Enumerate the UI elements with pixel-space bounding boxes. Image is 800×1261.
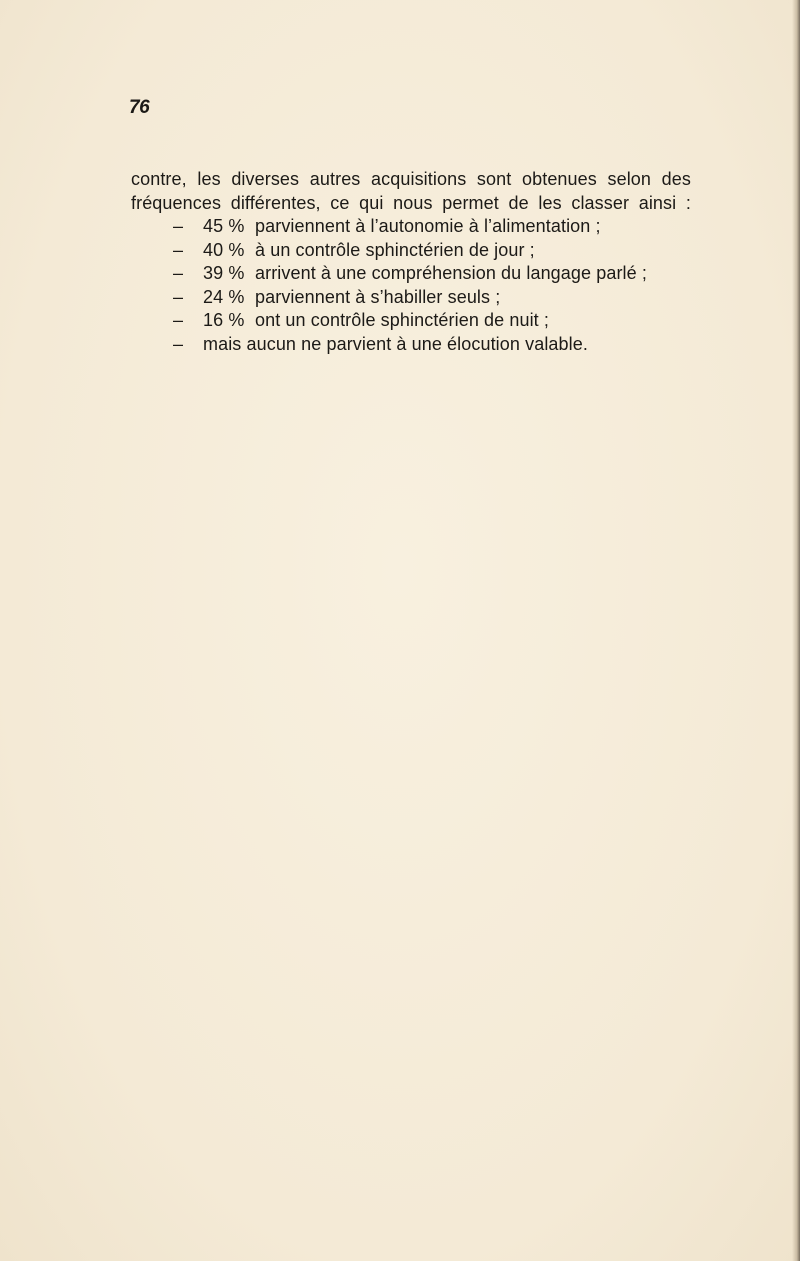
- list-item: [131, 309, 691, 333]
- list-percent: 39 %: [203, 263, 245, 283]
- list-item: [131, 262, 691, 286]
- list-item: [131, 215, 691, 239]
- list-percent: 40 %: [203, 239, 245, 260]
- list-percent: 16 %: [203, 310, 245, 330]
- list-dash: –: [173, 263, 184, 283]
- list-item: [131, 286, 691, 310]
- list-dash: –: [173, 216, 184, 236]
- list-text: mais aucun ne parvient à une élocution valable.: [203, 333, 588, 354]
- list-text: ont un contrôle sphinctérien de nuit ;: [255, 310, 549, 330]
- list-item: [131, 239, 691, 263]
- list-percent: 45 %: [203, 216, 245, 236]
- list-dash: –: [173, 239, 184, 260]
- page-edge-shadow: [792, 0, 800, 1261]
- acquisition-list: [131, 215, 691, 356]
- list-dash: –: [173, 333, 184, 354]
- list-dash: –: [173, 310, 184, 330]
- paragraph-line: contre, les diverses autres acquisitions sont obtenues selon des: [131, 169, 691, 189]
- list-text: parviennent à l’autonomie à l’alimentation ;: [255, 216, 601, 236]
- list-dash: –: [173, 286, 184, 307]
- body-text: [131, 168, 691, 356]
- list-text: arrivent à une compréhension du langage parlé ;: [255, 263, 647, 283]
- list-text: à un contrôle sphinctérien de jour ;: [255, 239, 535, 260]
- paragraph-line: fréquences différentes, ce qui nous permet de les classer ainsi :: [131, 192, 691, 213]
- page-number: 76: [129, 97, 150, 118]
- list-item: [131, 333, 691, 357]
- list-percent: 24 %: [203, 286, 245, 307]
- list-text: parviennent à s’habiller seuls ;: [255, 286, 501, 307]
